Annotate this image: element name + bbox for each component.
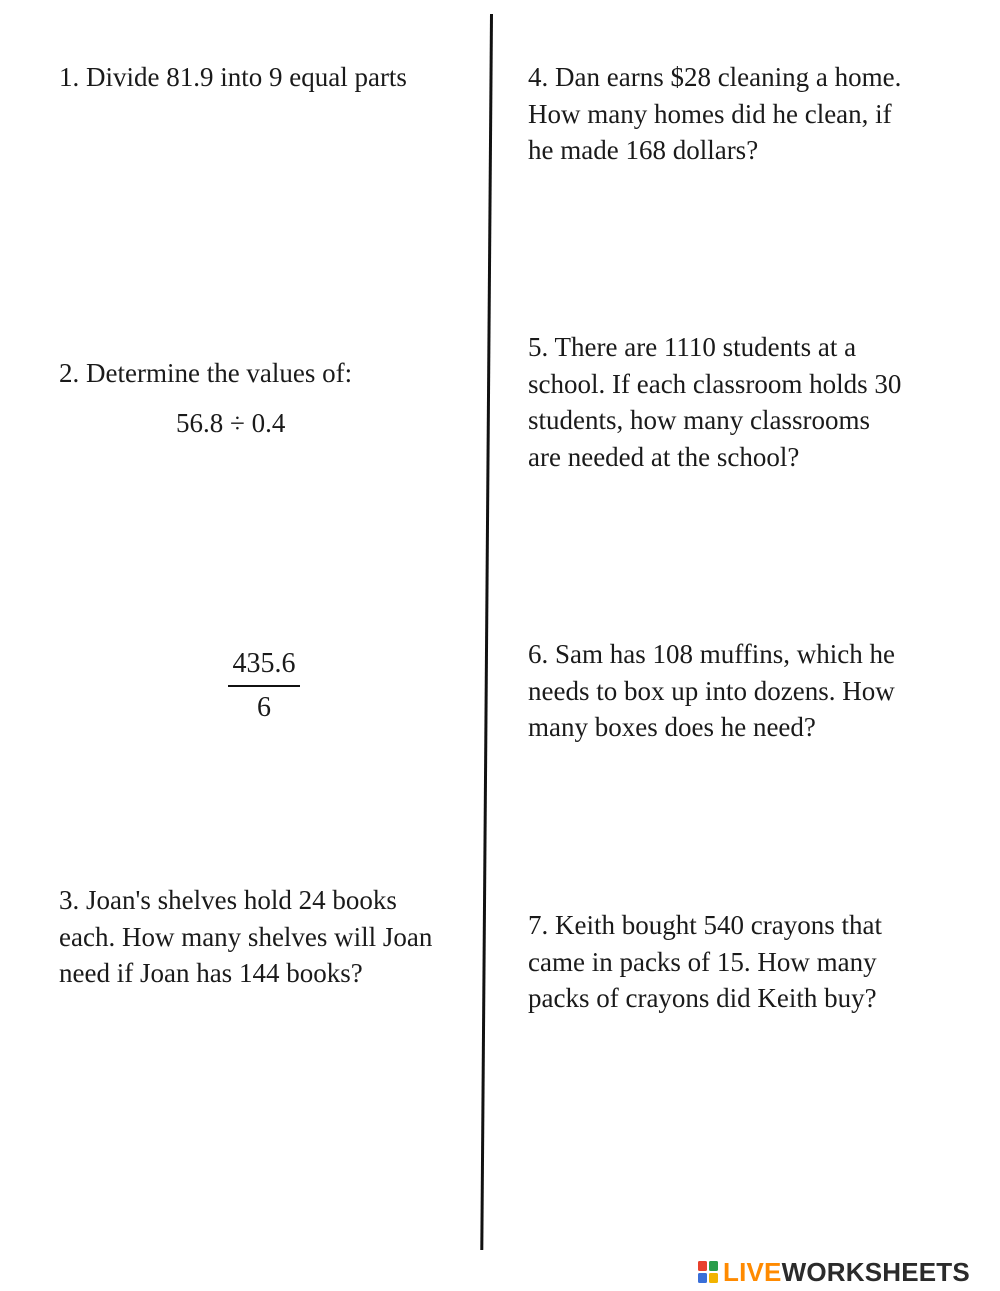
question-6-line: needs to box up into dozens. How [528, 675, 895, 706]
question-4-line: 4. Dan earns $28 cleaning a home. [528, 62, 902, 92]
question-5-line: school. If each classroom holds 30 [528, 368, 902, 399]
liveworksheets-logo-text [723, 1257, 970, 1288]
question-3-line: need if Joan has 144 books? [59, 958, 363, 988]
question-4 [528, 59, 901, 169]
question-6-line: 6. Sam has 108 muffins, which he [528, 639, 895, 669]
division-expression: 56.8 ÷ 0.4 [176, 408, 286, 438]
question-7-line: 7. Keith bought 540 crayons that [528, 910, 882, 940]
question-5-line: 5. There are 1110 students at a [528, 332, 857, 362]
logo-text-accent: LIVE [723, 1256, 782, 1287]
question-5-line: students, how many classrooms [528, 405, 870, 435]
question-5 [528, 329, 901, 475]
question-3-line: each. How many shelves will Joan [59, 921, 433, 952]
liveworksheets-logo-icon [697, 1260, 719, 1284]
question-1 [59, 59, 407, 96]
question-7 [528, 907, 882, 1017]
question-1-line: 1. Divide 81.9 into 9 equal parts [59, 62, 407, 92]
question-5-line: are needed at the school? [528, 441, 800, 472]
fraction-denominator: 6 [257, 692, 271, 723]
question-2-line: 2. Determine the values of: [59, 358, 353, 388]
question-2 [59, 355, 352, 392]
question-3-line: 3. Joan's shelves hold 24 books [59, 885, 397, 915]
logo-text-main: WORKSHEETS [781, 1256, 970, 1287]
column-divider [480, 14, 493, 1250]
question-7-line: packs of crayons did Keith buy? [528, 983, 877, 1013]
question-6 [528, 636, 895, 746]
question-7-line: came in packs of 15. How many [528, 946, 877, 977]
question-3 [59, 882, 432, 992]
question-4-line: How many homes did he clean, if [528, 98, 892, 129]
fraction-numerator: 435.6 [232, 648, 296, 679]
question-6-line: many boxes does he need? [528, 712, 816, 742]
question-4-line: he made 168 dollars? [528, 135, 759, 165]
liveworksheets-logo[interactable] [697, 1257, 970, 1287]
fraction-expression [228, 647, 300, 725]
